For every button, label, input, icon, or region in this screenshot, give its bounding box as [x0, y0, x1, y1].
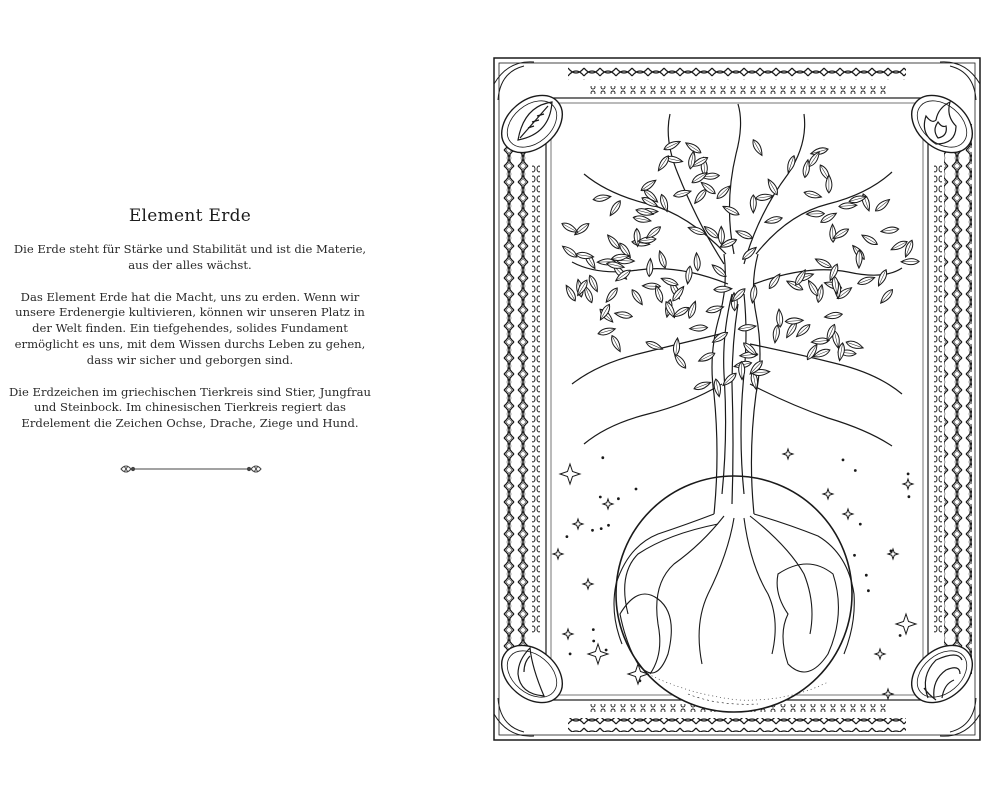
paragraph-element-power: Das Element Erde hat die Macht, uns zu erden. Wenn wir unsere Erdenergie kultivieren, können wir unseren Platz in der Welt finden. Ein tiefgehendes, solides Fundament ermöglicht es uns, mit dem Wissen durchs Leben zu gehen, dass wir sicher und geborgen sind.: [14, 289, 366, 367]
star-dot: [566, 536, 568, 538]
leaf: [711, 330, 729, 345]
leaf: [772, 325, 780, 344]
paragraph-intro: Die Erde steht für Stärke und Stabilität und ist die Materie, aus der alles wächst.: [13, 242, 367, 272]
star: [823, 489, 833, 499]
star-dot: [639, 680, 641, 682]
leaf: [814, 256, 833, 270]
leaf: [738, 323, 757, 332]
leaf: [806, 211, 824, 218]
star: [560, 464, 580, 484]
leaf: [614, 310, 633, 319]
leaf: [693, 380, 712, 392]
tree-foliage: [560, 138, 919, 397]
star-dot: [592, 529, 594, 531]
leaf: [687, 225, 706, 237]
leaf: [803, 189, 822, 199]
star-dot: [908, 496, 910, 498]
leaf: [749, 285, 757, 304]
leaf: [593, 193, 612, 202]
leaf: [722, 204, 741, 218]
star-dot: [602, 457, 604, 459]
star: [888, 549, 898, 559]
leaf: [750, 195, 756, 213]
right-braid-border: [944, 124, 972, 674]
leaf: [646, 258, 653, 276]
star: [563, 629, 573, 639]
leaf: [880, 226, 899, 234]
leaf: [764, 215, 783, 225]
star: [883, 689, 893, 699]
leaf: [604, 286, 620, 304]
star-dot: [865, 574, 867, 576]
left-page: [0, 0, 470, 800]
tree-trunk: [572, 104, 902, 514]
leaf: [785, 317, 803, 324]
leaf: [697, 351, 716, 364]
top-braid-border: [568, 66, 906, 80]
leaf: [806, 279, 820, 298]
star-dot: [599, 496, 601, 498]
leaf: [718, 226, 724, 244]
star: [588, 644, 608, 664]
ornamental-divider: [118, 459, 264, 479]
star-dot: [592, 629, 594, 631]
tree-of-life-illustration: [488, 54, 986, 744]
leaf: [874, 197, 892, 213]
star-dot: [635, 488, 637, 490]
body-text: [8, 242, 372, 448]
star: [603, 499, 613, 509]
paragraph-zodiac: Die Erdzeichen im griechischen Tierkreis sind Stier, Jungfrau und Steinbock. Im chinesischen Tierkreis regiert das Erdelement die Zeichen Ochse, Drache, Ziege und Hund.: [8, 384, 371, 431]
leaf: [795, 322, 812, 339]
star-dot: [842, 459, 844, 461]
leaf: [860, 232, 879, 246]
star-dot: [605, 649, 607, 651]
star: [903, 479, 913, 489]
star-dot: [854, 470, 856, 472]
leaf: [656, 154, 671, 172]
leaf: [561, 244, 579, 260]
left-braid-border: [502, 124, 530, 674]
leaf: [609, 334, 623, 353]
star: [553, 549, 563, 559]
leaf: [876, 268, 889, 287]
star-dot: [868, 590, 870, 592]
leaf: [689, 324, 707, 331]
star-dot: [600, 528, 602, 530]
star-dot: [569, 653, 571, 655]
leaf: [766, 178, 780, 197]
star: [573, 519, 583, 529]
leaf: [839, 202, 857, 209]
leaf: [597, 326, 616, 337]
leaf: [856, 250, 862, 268]
leaf: [685, 266, 693, 285]
page-title: Element Erde: [128, 206, 252, 226]
star-dot: [859, 523, 861, 525]
leaf: [751, 138, 765, 157]
star-dot: [907, 473, 909, 475]
star-dot: [593, 640, 595, 642]
leaf: [776, 309, 783, 327]
leaf: [767, 272, 782, 290]
leaf: [633, 215, 652, 224]
globe: [616, 476, 852, 712]
star-dot: [854, 554, 856, 556]
leaf: [857, 275, 876, 287]
bottom-braid-border: [568, 718, 906, 732]
leaf: [829, 224, 836, 242]
star: [583, 579, 593, 589]
star-dot: [618, 498, 620, 500]
star: [875, 649, 885, 659]
star: [843, 509, 853, 519]
leaf: [714, 286, 732, 293]
leaf: [693, 253, 700, 271]
leaf: [878, 288, 894, 306]
leaf: [785, 155, 797, 174]
leaf: [673, 188, 692, 198]
star-dot: [608, 524, 610, 526]
leaf: [564, 284, 578, 303]
illustration-panel: [488, 54, 986, 744]
leaf: [673, 338, 681, 357]
leaf: [608, 199, 623, 217]
leaf: [845, 339, 864, 351]
star-dot: [890, 550, 892, 552]
leaf: [660, 276, 679, 288]
leaf: [735, 228, 754, 241]
star: [783, 449, 793, 459]
star: [896, 614, 916, 634]
leaf: [657, 250, 668, 269]
leaf: [901, 258, 919, 264]
star-dot: [899, 635, 901, 637]
leaf: [605, 233, 621, 251]
leaf: [630, 288, 645, 306]
leaf: [663, 139, 682, 152]
leaf: [824, 311, 843, 320]
